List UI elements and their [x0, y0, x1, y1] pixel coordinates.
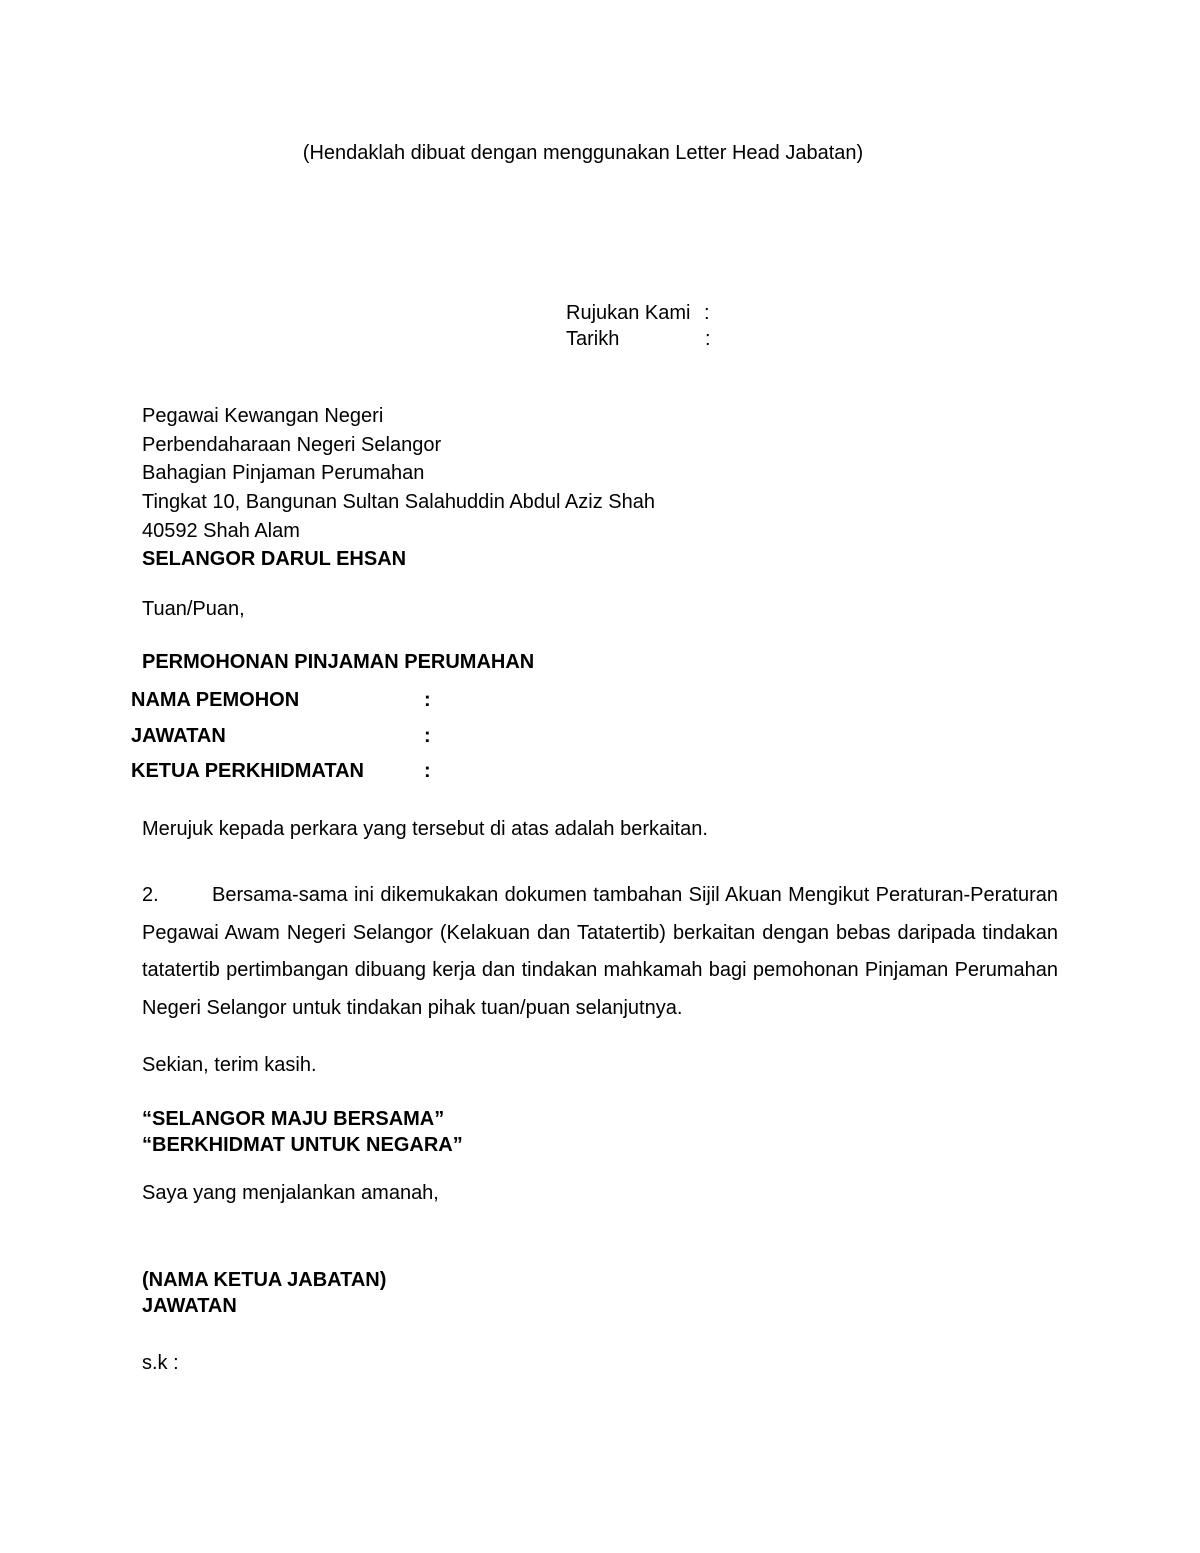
signature-block	[142, 1267, 386, 1319]
slogan-line: “SELANGOR MAJU BERSAMA”	[142, 1108, 445, 1130]
signoff-phrase: Saya yang menjalankan amanah,	[142, 1182, 439, 1204]
address-state: SELANGOR DARUL EHSAN	[142, 548, 407, 571]
address-line: Perbendaharaan Negeri Selangor	[142, 433, 442, 456]
subject-heading: PERMOHONAN PINJAMAN PERUMAHAN	[142, 651, 535, 673]
signatory-name: (NAMA KETUA JABATAN)	[142, 1269, 387, 1291]
closing-line: Sekian, terim kasih.	[142, 1054, 317, 1076]
reference-block	[566, 300, 766, 352]
date-label: Tarikh	[566, 328, 620, 350]
address-line: Pegawai Kewangan Negeri	[142, 405, 384, 427]
field-label: KETUA PERKHIDMATAN	[131, 760, 364, 782]
signatory-position: JAWATAN	[142, 1295, 237, 1317]
field-colon: :	[424, 760, 431, 782]
reference-colon: :	[704, 302, 710, 324]
date-colon: :	[705, 328, 711, 350]
paragraph-2-text: Bersama-sama ini dikemukakan dokumen tambahan Sijil Akuan Mengikut Peraturan-Peraturan Pegawai Awam Negeri Selangor (Kelakuan dan Tatatertib) berkaitan dengan bebas daripada tindakan tatatertib pertimbangan dibuang kerja dan tindakan mahkamah bagi pemohonan Pinjaman Perumahan Negeri Selangor untuk tindakan pihak tuan/puan selanjutnya.	[142, 884, 1058, 1019]
reference-label: Rujukan Kami	[566, 302, 691, 324]
field-colon: :	[424, 724, 431, 747]
salutation: Tuan/Puan,	[142, 598, 245, 620]
field-label: NAMA PEMOHON	[131, 689, 300, 711]
paragraph-reference: Merujuk kepada perkara yang tersebut di atas adalah berkaitan.	[142, 818, 708, 840]
field-row-position	[131, 723, 531, 759]
field-colon: :	[424, 689, 431, 711]
paragraph-2	[142, 877, 1058, 1027]
address-line: 40592 Shah Alam	[142, 519, 300, 542]
paragraph-number: 2.	[142, 884, 159, 906]
applicant-fields	[131, 687, 531, 794]
slogan-line: “BERKHIDMAT UNTUK NEGARA”	[142, 1134, 463, 1156]
cc-label: s.k :	[142, 1352, 179, 1374]
field-row-service-head	[131, 758, 531, 794]
reference-row	[566, 300, 766, 326]
field-row-applicant-name	[131, 687, 531, 723]
date-row	[566, 326, 766, 352]
address-line: Bahagian Pinjaman Perumahan	[142, 462, 425, 485]
letterhead-note: (Hendaklah dibuat dengan menggunakan Letter Head Jabatan)	[302, 142, 864, 164]
field-label: JAWATAN	[131, 724, 226, 747]
address-line: Tingkat 10, Bangunan Sultan Salahuddin Abdul Aziz Shah	[142, 491, 655, 514]
slogans	[142, 1106, 463, 1158]
recipient-address	[142, 402, 655, 574]
